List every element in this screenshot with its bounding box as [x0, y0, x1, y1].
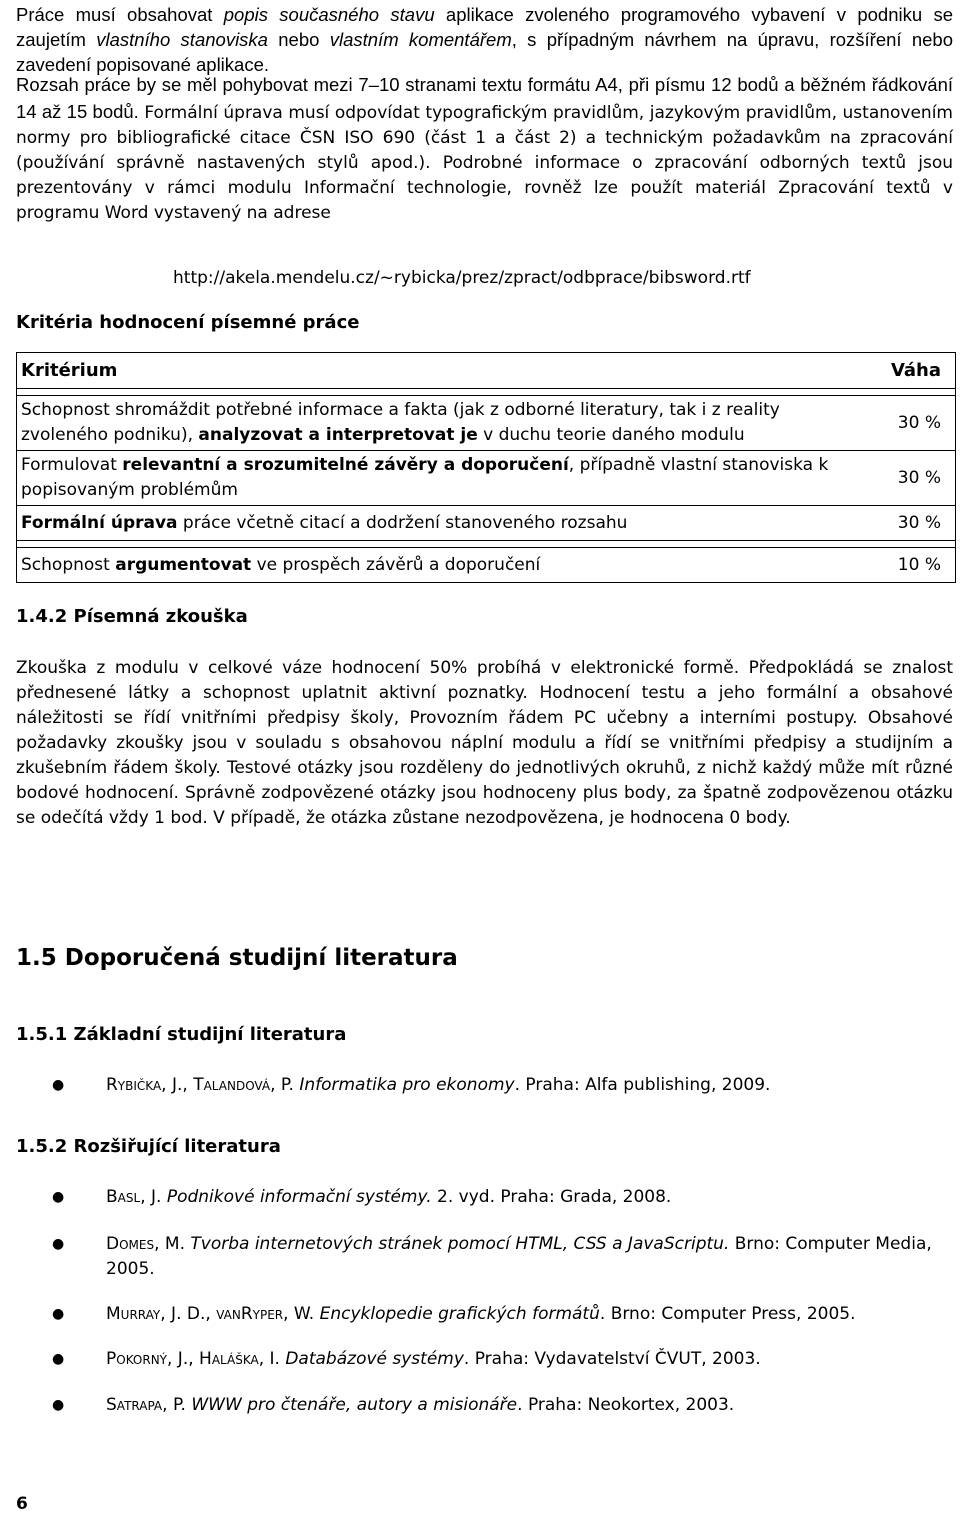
bullet-icon: ● [52, 1236, 65, 1252]
weight-cell: 30 % [867, 506, 956, 541]
bullet-icon: ● [52, 1189, 65, 1205]
bullet-icon: ● [52, 1077, 65, 1093]
extended-literature-heading: 1.5.2 Rozšiřující literatura [16, 1136, 281, 1157]
table-header-row [17, 353, 956, 389]
document-url[interactable]: http://akela.mendelu.cz/~rybicka/prez/zpract/odbprace/bibsword.rtf [173, 268, 751, 288]
criterion-cell: Schopnost argumentovat ve prospěch závěrů a doporučení [17, 548, 868, 583]
weight-cell: 30 % [867, 451, 956, 506]
weight-cell: 30 % [867, 396, 956, 451]
page-number: 6 [16, 1494, 28, 1514]
list-item [16, 1073, 953, 1098]
exam-paragraph: Zkouška z modulu v celkové váze hodnocení 50% probíhá v elektronické formě. Předpokládá se znalost přednesené látky a schopnost uplatnit aktivní poznatky. Hodnocení testu a jeho formální a obsahové náležitosti se řídí vnitřními předpisy školy, Provozním řádem PC učebny a interními postupy. Obsahové požadavky zkoušky jsou v souladu s obsahovou náplní modulu a řídí se vnitřními předpisy a studijním a zkušebním řádem školy. Testové otázky jsou rozděleny do jednotlivých okruhů, z nichž každý může mít různé bodové hodnocení. Správně zodpovězené otázky jsou hodnoceny plus body, za špatně zodpovězenou otázku se odečítá vždy 1 bod. V případě, že otázka zůstane nezodpovězena, je hodnocena 0 body. [16, 658, 953, 828]
literature-heading: 1.5 Doporučená studijní literatura [16, 945, 458, 971]
exam-heading: 1.4.2 Písemná zkouška [16, 606, 248, 627]
bullet-icon: ● [52, 1351, 65, 1367]
scope-paragraph [16, 72, 953, 226]
emphasis-own-comment: vlastním komentářem [329, 29, 512, 50]
list-item [16, 1185, 953, 1210]
citation: Rybička, J., Talandová, P. Informatika pro ekonomy. Praha: Alfa publishing, 2009. [106, 1075, 771, 1095]
text-run: , s případným návrhem na úpravu, rozšíření nebo zavedení popisované aplikace. [16, 29, 953, 75]
text-run: Formální úprava musí odpovídat typografickým pravidlům, jazykovým pravidlům, ustanovením normy pro bibliografické citace ČSN ISO 690 (část 1 a část 2) a technickým požadavkům na zpracování (používání správně nastavených stylů apod.). Podrobné informace o zpracování odborných textů jsou prezentovány v rámci modulu Informační technologie, rovněž lze použít materiál Zpracování textů v programu Word vystavený na adrese [16, 103, 953, 223]
text-run: Rozsah práce by se měl pohybovat mezi 7–10 stranami textu formátu A4, při písmu 12 bodů a běžném řádkování 14 až 15 bodů. [16, 74, 953, 122]
emphasis-own-opinion: vlastního stanoviska [96, 29, 268, 50]
citation: Satrapa, P. WWW pro čtenáře, autory a misionáře. Praha: Neokortex, 2003. [106, 1395, 735, 1415]
citation: Murray, J. D., vanRyper, W. Encyklopedie grafických formátů. Brno: Computer Press, 2005. [106, 1304, 856, 1324]
list-item [16, 1302, 953, 1327]
list-item [16, 1347, 953, 1372]
text-run: nebo [267, 29, 330, 50]
basic-literature-heading: 1.5.1 Základní studijní literatura [16, 1024, 347, 1045]
column-header-criterion: Kritérium [17, 353, 868, 389]
text-run: Práce musí obsahovat [16, 4, 224, 25]
citation: Pokorný, J., Haláška, I. Databázové systémy. Praha: Vydavatelství ČVUT, 2003. [106, 1349, 761, 1369]
table-row [17, 451, 956, 506]
table-row [17, 548, 956, 583]
criterion-cell: Formální úprava práce včetně citací a dodržení stanoveného rozsahu [17, 506, 868, 541]
list-item [16, 1393, 953, 1418]
citation: Basl, J. Podnikové informační systémy. 2. vyd. Praha: Grada, 2008. [106, 1187, 672, 1207]
criteria-heading: Kritéria hodnocení písemné práce [16, 312, 360, 333]
list-item [16, 1232, 953, 1282]
intro-paragraph [16, 2, 953, 77]
bullet-icon: ● [52, 1397, 65, 1413]
emphasis-current-state: popis současného stavu [223, 4, 435, 25]
text-run: aplikace zvoleného programového vybavení v podniku se zaujetím [16, 4, 953, 50]
table-row [17, 396, 956, 451]
column-header-weight: Váha [867, 353, 956, 389]
weight-cell: 10 % [867, 548, 956, 583]
table-row [17, 506, 956, 541]
criterion-cell: Formulovat relevantní a srozumitelné závěry a doporučení, případně vlastní stanoviska k popisovaným problémům [17, 451, 868, 506]
bullet-icon: ● [52, 1306, 65, 1322]
citation: Domes, M. Tvorba internetových stránek pomocí HTML, CSS a JavaScriptu. Brno: Computer Media, 2005. [106, 1234, 932, 1279]
criteria-table [16, 352, 956, 583]
criterion-cell: Schopnost shromáždit potřebné informace a fakta (jak z odborné literatury, tak i z reality zvoleného podniku), analyzovat a interpretovat je v duchu teorie daného modulu [17, 396, 868, 451]
